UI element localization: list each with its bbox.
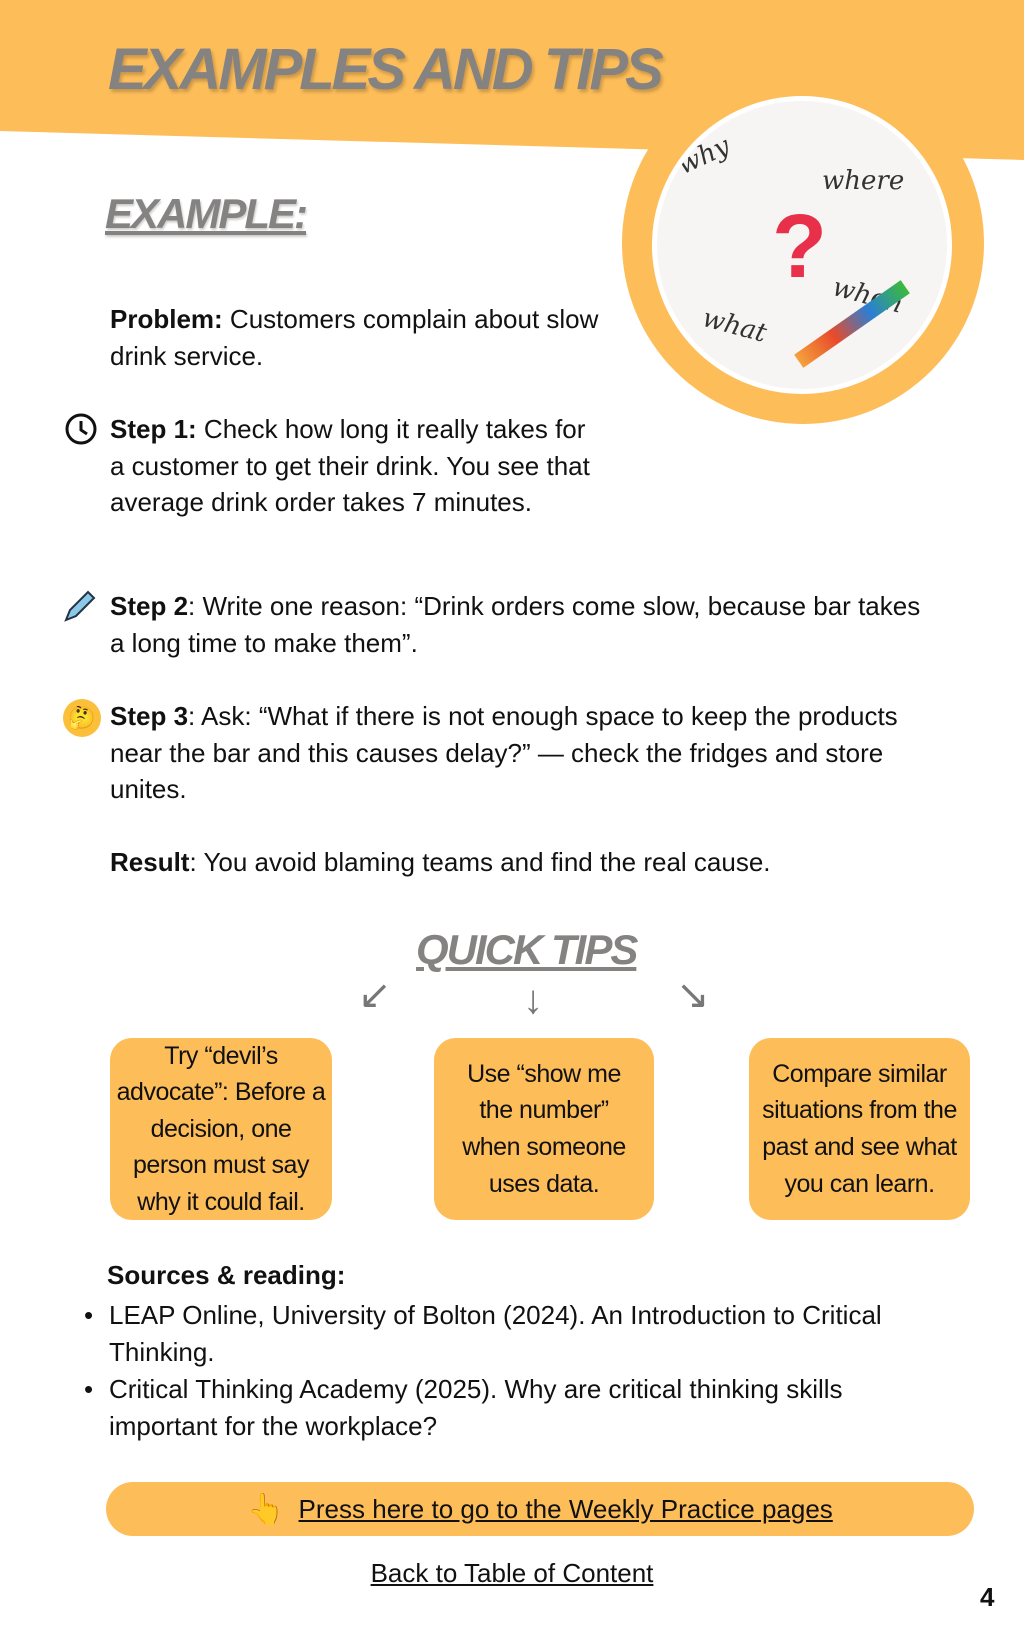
image-word: when xyxy=(829,272,906,320)
question-words-image xyxy=(652,96,952,394)
sources-heading: Sources & reading: xyxy=(107,1260,346,1290)
step3-body: : Ask: “What if there is not enough space to keep the products near the bar and this causes delay?” — check the fridges and store unites. xyxy=(110,701,898,805)
tip-card: Use “show me the number” when someone uses data. xyxy=(434,1038,654,1220)
weekly-practice-button[interactable] xyxy=(106,1482,974,1536)
question-mark-icon: ? xyxy=(772,197,827,297)
step3-label: Step 3 xyxy=(110,701,189,731)
image-word: what xyxy=(699,303,770,349)
step2-body: : Write one reason: “Drink orders come slow, because bar takes a long time to make them”. xyxy=(110,591,921,658)
arrow-down-icon: ↓ xyxy=(523,978,543,1022)
problem-body: Customers complain about slow drink service. xyxy=(110,304,599,371)
result-body: : You avoid blaming teams and find the real cause. xyxy=(189,847,771,877)
arrow-down-left-icon: ↙ xyxy=(358,973,392,1017)
step2-text xyxy=(110,588,940,661)
back-to-toc-link[interactable]: Back to Table of Content xyxy=(370,1558,654,1588)
pen-icon xyxy=(62,588,98,632)
source-item: • Critical Thinking Academy (2025). Why are critical thinking skills important for the workplace? xyxy=(84,1371,944,1445)
clock-icon xyxy=(64,412,98,454)
tip-card: Compare similar situations from the past and see what you can learn. xyxy=(749,1038,970,1220)
back-to-toc xyxy=(0,1558,1024,1589)
step1-text xyxy=(110,411,600,521)
pointing-hand-icon: 👆 xyxy=(247,1492,285,1526)
sources-list xyxy=(84,1297,944,1445)
thinking-face-icon: 🤔 xyxy=(63,699,101,737)
step1-label: Step 1: xyxy=(110,414,197,444)
arrow-down-right-icon: ↘ xyxy=(676,973,710,1017)
example-heading: EXAMPLE: xyxy=(105,190,307,237)
step2-label: Step 2 xyxy=(110,591,189,621)
image-word: where xyxy=(822,166,905,196)
step1-body: Check how long it really takes for a customer to get their drink. You see that average drink order takes 7 minutes. xyxy=(110,414,590,518)
weekly-practice-link[interactable]: Press here to go to the Weekly Practice pages xyxy=(298,1493,833,1524)
quick-tips-heading: QUICK TIPS xyxy=(416,926,637,973)
source-item: • LEAP Online, University of Bolton (2024). An Introduction to Critical Thinking. xyxy=(84,1297,944,1371)
problem-text xyxy=(110,301,600,374)
step3-text xyxy=(110,698,910,808)
tip-card: Try “devil’s advocate”: Before a decision, one person must say why it could fail. xyxy=(110,1038,332,1220)
page-number: 4 xyxy=(980,1582,995,1612)
image-word: why xyxy=(673,131,735,181)
result-label: Result xyxy=(110,847,190,877)
result-text xyxy=(110,844,970,881)
problem-label: Problem: xyxy=(110,304,223,334)
page-title: EXAMPLES AND TIPS xyxy=(108,37,661,102)
